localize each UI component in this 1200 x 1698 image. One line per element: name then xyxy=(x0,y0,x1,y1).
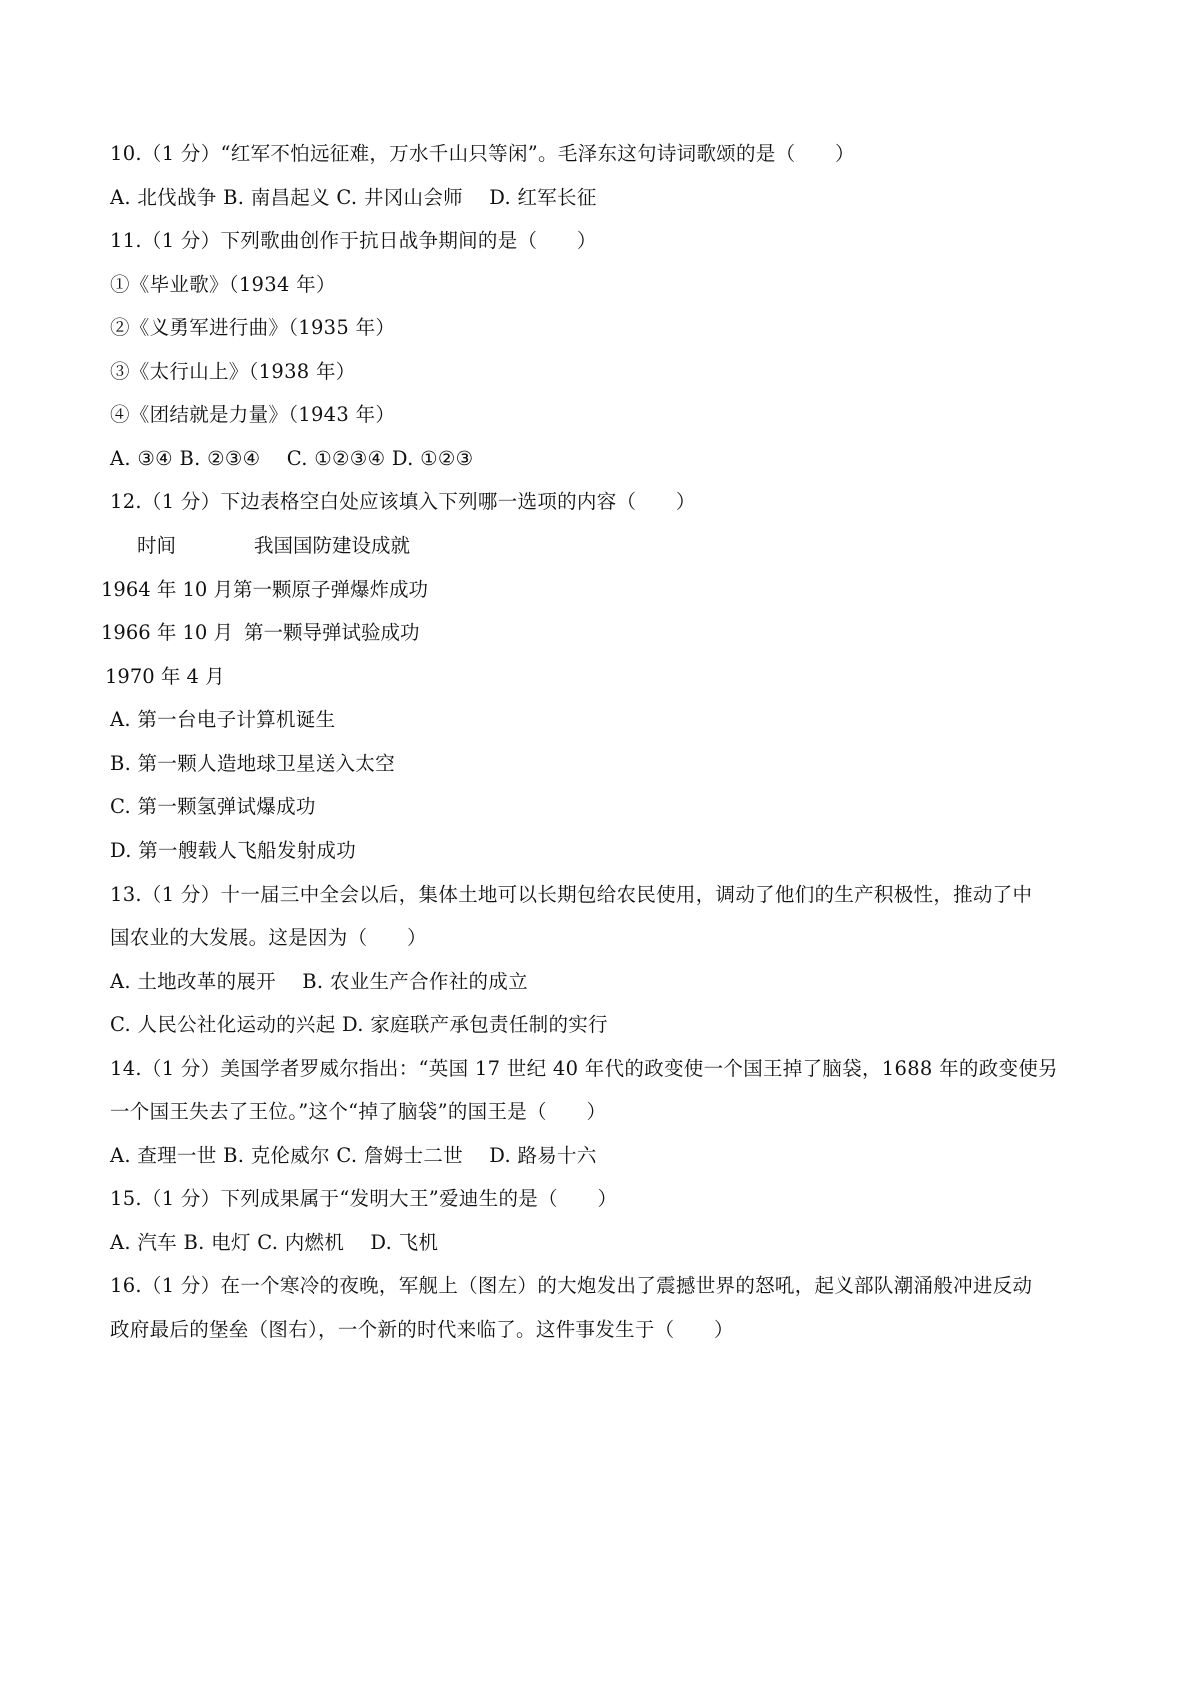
question-16-stem-line-2: 政府最后的堡垒（图右），一个新的时代来临了。这件事发生于（ ） xyxy=(110,1318,734,1341)
table-header-time: 时间 xyxy=(137,534,177,557)
question-12-option-b: B. 第一颗人造地球卫星送入太空 xyxy=(110,752,396,775)
table-row-1-time: 1964 年 10 月 xyxy=(101,578,234,601)
question-13-stem-line-2: 国农业的大发展。这是因为（ ） xyxy=(110,926,427,949)
question-12-option-a: A. 第一台电子计算机诞生 xyxy=(110,708,336,731)
table-header-achievement: 我国国防建设成就 xyxy=(254,534,411,557)
question-11-item-2: ②《义勇军进行曲》（1935 年） xyxy=(110,316,396,339)
question-15-options: A. 汽车 B. 电灯 C. 内燃机 D. 飞机 xyxy=(110,1231,439,1254)
question-15-stem: 15.（1 分）下列成果属于“发明大王”爱迪生的是（ ） xyxy=(110,1187,618,1210)
question-11-item-1: ①《毕业歌》（1934 年） xyxy=(110,273,336,296)
question-13-options-line-2: C. 人民公社化运动的兴起 D. 家庭联产承包责任制的实行 xyxy=(110,1013,608,1036)
question-13-options-line-1: A. 土地改革的展开 B. 农业生产合作社的成立 xyxy=(110,970,528,993)
question-12-stem: 12.（1 分）下边表格空白处应该填入下列哪一选项的内容（ ） xyxy=(110,490,696,513)
question-13-stem-line-1: 13.（1 分）十一届三中全会以后，集体土地可以长期包给农民使用，调动了他们的生产积极性，推动了中 xyxy=(110,883,1033,906)
question-12-option-d: D. 第一艘载人飞船发射成功 xyxy=(110,839,357,862)
question-16-stem-line-1: 16.（1 分）在一个寒冷的夜晚，军舰上（图左）的大炮发出了震撼世界的怒吼，起义部队潮涌般冲进反动 xyxy=(110,1274,1033,1297)
question-10-options: A. 北伐战争 B. 南昌起义 C. 井冈山会师 D. 红军长征 xyxy=(110,186,597,209)
table-row-3-time: 1970 年 4 月 xyxy=(105,665,225,688)
table-row-2-achievement: 第一颗导弹试验成功 xyxy=(244,621,420,644)
question-14-stem-line-1: 14.（1 分）美国学者罗威尔指出：“英国 17 世纪 40 年代的政变使一个国王掉了脑袋，1688 年的政变使另 xyxy=(110,1057,1058,1080)
question-11-item-3: ③《太行山上》（1938 年） xyxy=(110,360,356,383)
question-12-option-c: C. 第一颗氢弹试爆成功 xyxy=(110,795,316,818)
question-14-options: A. 查理一世 B. 克伦威尔 C. 詹姆士二世 D. 路易十六 xyxy=(110,1144,597,1167)
table-row-1-achievement: 第一颗原子弹爆炸成功 xyxy=(233,578,429,601)
table-row-2-time: 1966 年 10 月 xyxy=(101,621,234,644)
question-11-options: A. ③④ B. ②③④ C. ①②③④ D. ①②③ xyxy=(110,447,474,470)
question-14-stem-line-2: 一个国王失去了王位。”这个“掉了脑袋”的国王是（ ） xyxy=(110,1100,607,1123)
question-11-item-4: ④《团结就是力量》（1943 年） xyxy=(110,403,396,426)
question-10-stem: 10.（1 分）“红军不怕远征难，万水千山只等闲”。毛泽东这句诗词歌颂的是（ ） xyxy=(110,142,855,165)
question-11-stem: 11.（1 分）下列歌曲创作于抗日战争期间的是（ ） xyxy=(110,229,597,252)
